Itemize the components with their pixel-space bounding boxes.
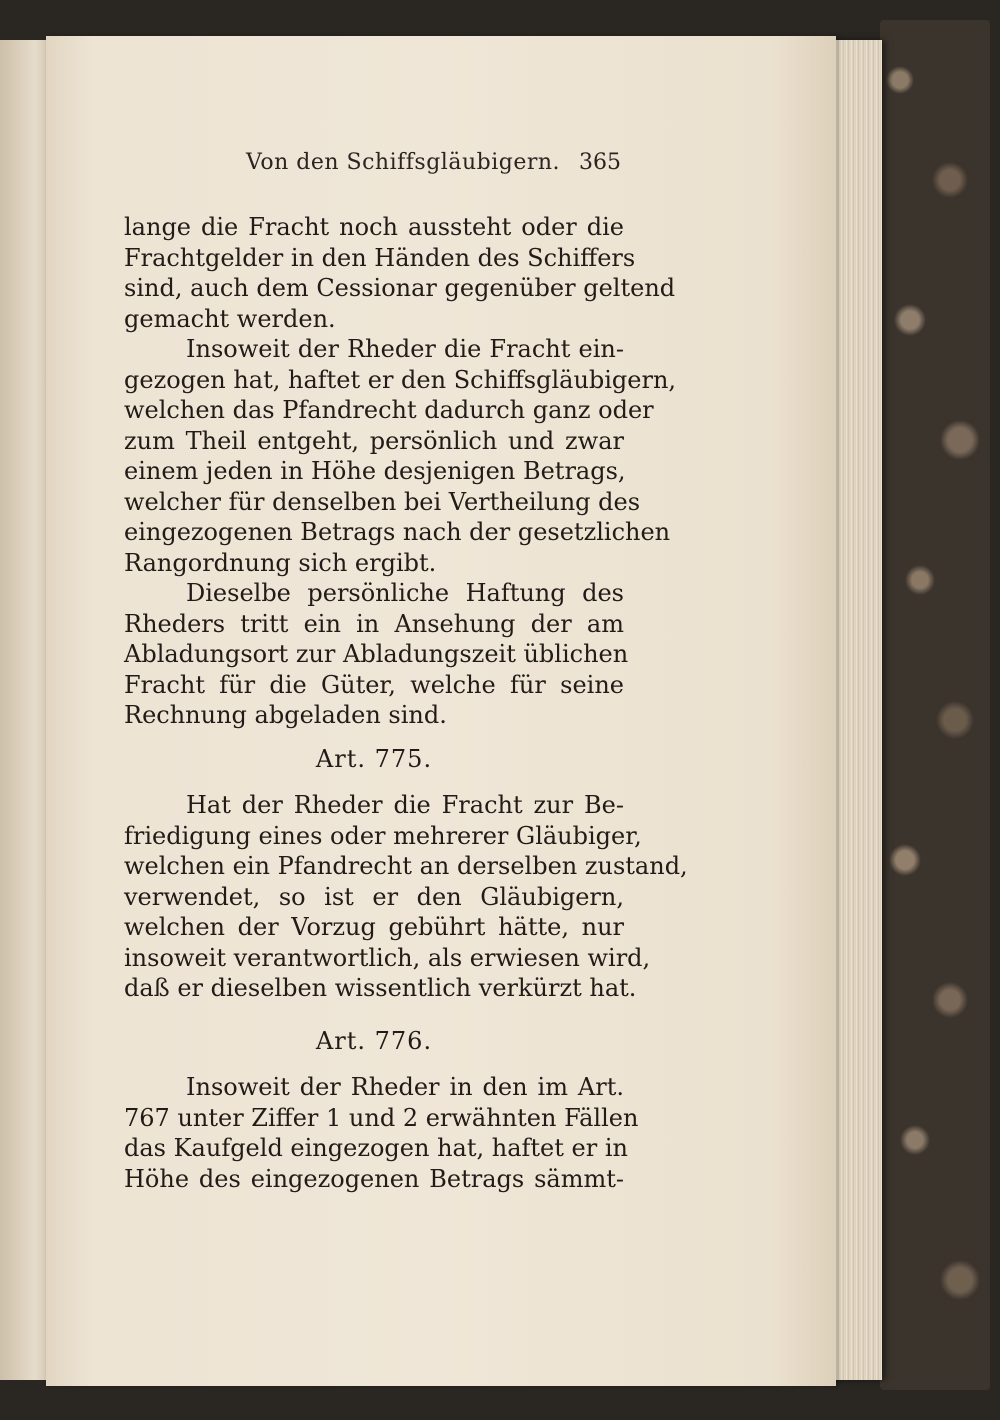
text-line: welchen das Pfandrecht dadurch ganz oder	[124, 396, 654, 424]
text-line: Insoweit der Rheder die Fracht ein-	[186, 335, 624, 363]
text-line: Hat der Rheder die Fracht zur Be-	[186, 791, 624, 819]
text-line: eingezogenen Betrags nach der gesetzlichen	[124, 518, 671, 546]
article-heading-775: Art. 775.	[315, 745, 433, 773]
text-line: gemacht werden.	[124, 304, 336, 333]
text-line: Frachtgelder in den Händen des Schiffers	[124, 243, 636, 272]
text-block-1	[124, 212, 677, 731]
text-line: einem jeden in Höhe desjenigen Betrags,	[124, 457, 626, 485]
text-line: verwendet, so ist er den Gläubigern,	[124, 882, 624, 911]
text-line: Dieselbe persönliche Haftung des	[186, 579, 624, 607]
marbled-book-cover	[880, 20, 990, 1390]
left-page-edge	[0, 40, 50, 1380]
text-block-3	[124, 1072, 639, 1194]
article-heading-776: Art. 776.	[315, 1027, 433, 1055]
text-line: Rangordnung sich ergibt.	[124, 548, 437, 577]
text-line: Abladungsort zur Abladungszeit üblichen	[124, 640, 629, 668]
running-header	[246, 150, 621, 184]
text-line: lange die Fracht noch aussteht oder die	[124, 213, 624, 241]
text-line: Insoweit der Rheder in den im Art.	[186, 1073, 624, 1101]
text-line: Rechnung abgeladen sind.	[124, 701, 447, 729]
text-block-2	[124, 790, 688, 1004]
text-line: welchen ein Pfandrecht an derselben zustand,	[124, 852, 688, 880]
text-line: gezogen hat, haftet er den Schiffsgläubigern,	[124, 365, 677, 394]
text-line: daß er dieselben wissentlich verkürzt hat.	[124, 974, 637, 1002]
text-line: welcher für denselben bei Vertheilung des	[124, 487, 641, 516]
text-line: Höhe des eingezogenen Betrags sämmt-	[124, 1164, 624, 1193]
text-line: Rheders tritt ein in Ansehung der am	[124, 609, 624, 638]
text-line: sind, auch dem Cessionar gegenüber geltend	[124, 274, 676, 302]
page-edges-stack	[830, 40, 882, 1380]
text-line: insoweit verantwortlich, als erwiesen wird,	[124, 943, 651, 972]
text-line: das Kaufgeld eingezogen hat, haftet er in	[124, 1134, 628, 1162]
text-line: Fracht für die Güter, welche für seine	[124, 670, 624, 699]
text-line: zum Theil entgeht, persönlich und zwar	[124, 426, 624, 455]
text-line: friedigung eines oder mehrerer Gläubiger,	[124, 821, 642, 850]
page-number: 365	[579, 150, 621, 175]
text-line: 767 unter Ziffer 1 und 2 erwähnten Fällen	[124, 1103, 639, 1132]
running-title: Von den Schiffsgläubigern.	[246, 150, 561, 175]
text-line: welchen der Vorzug gebührt hätte, nur	[124, 913, 624, 941]
